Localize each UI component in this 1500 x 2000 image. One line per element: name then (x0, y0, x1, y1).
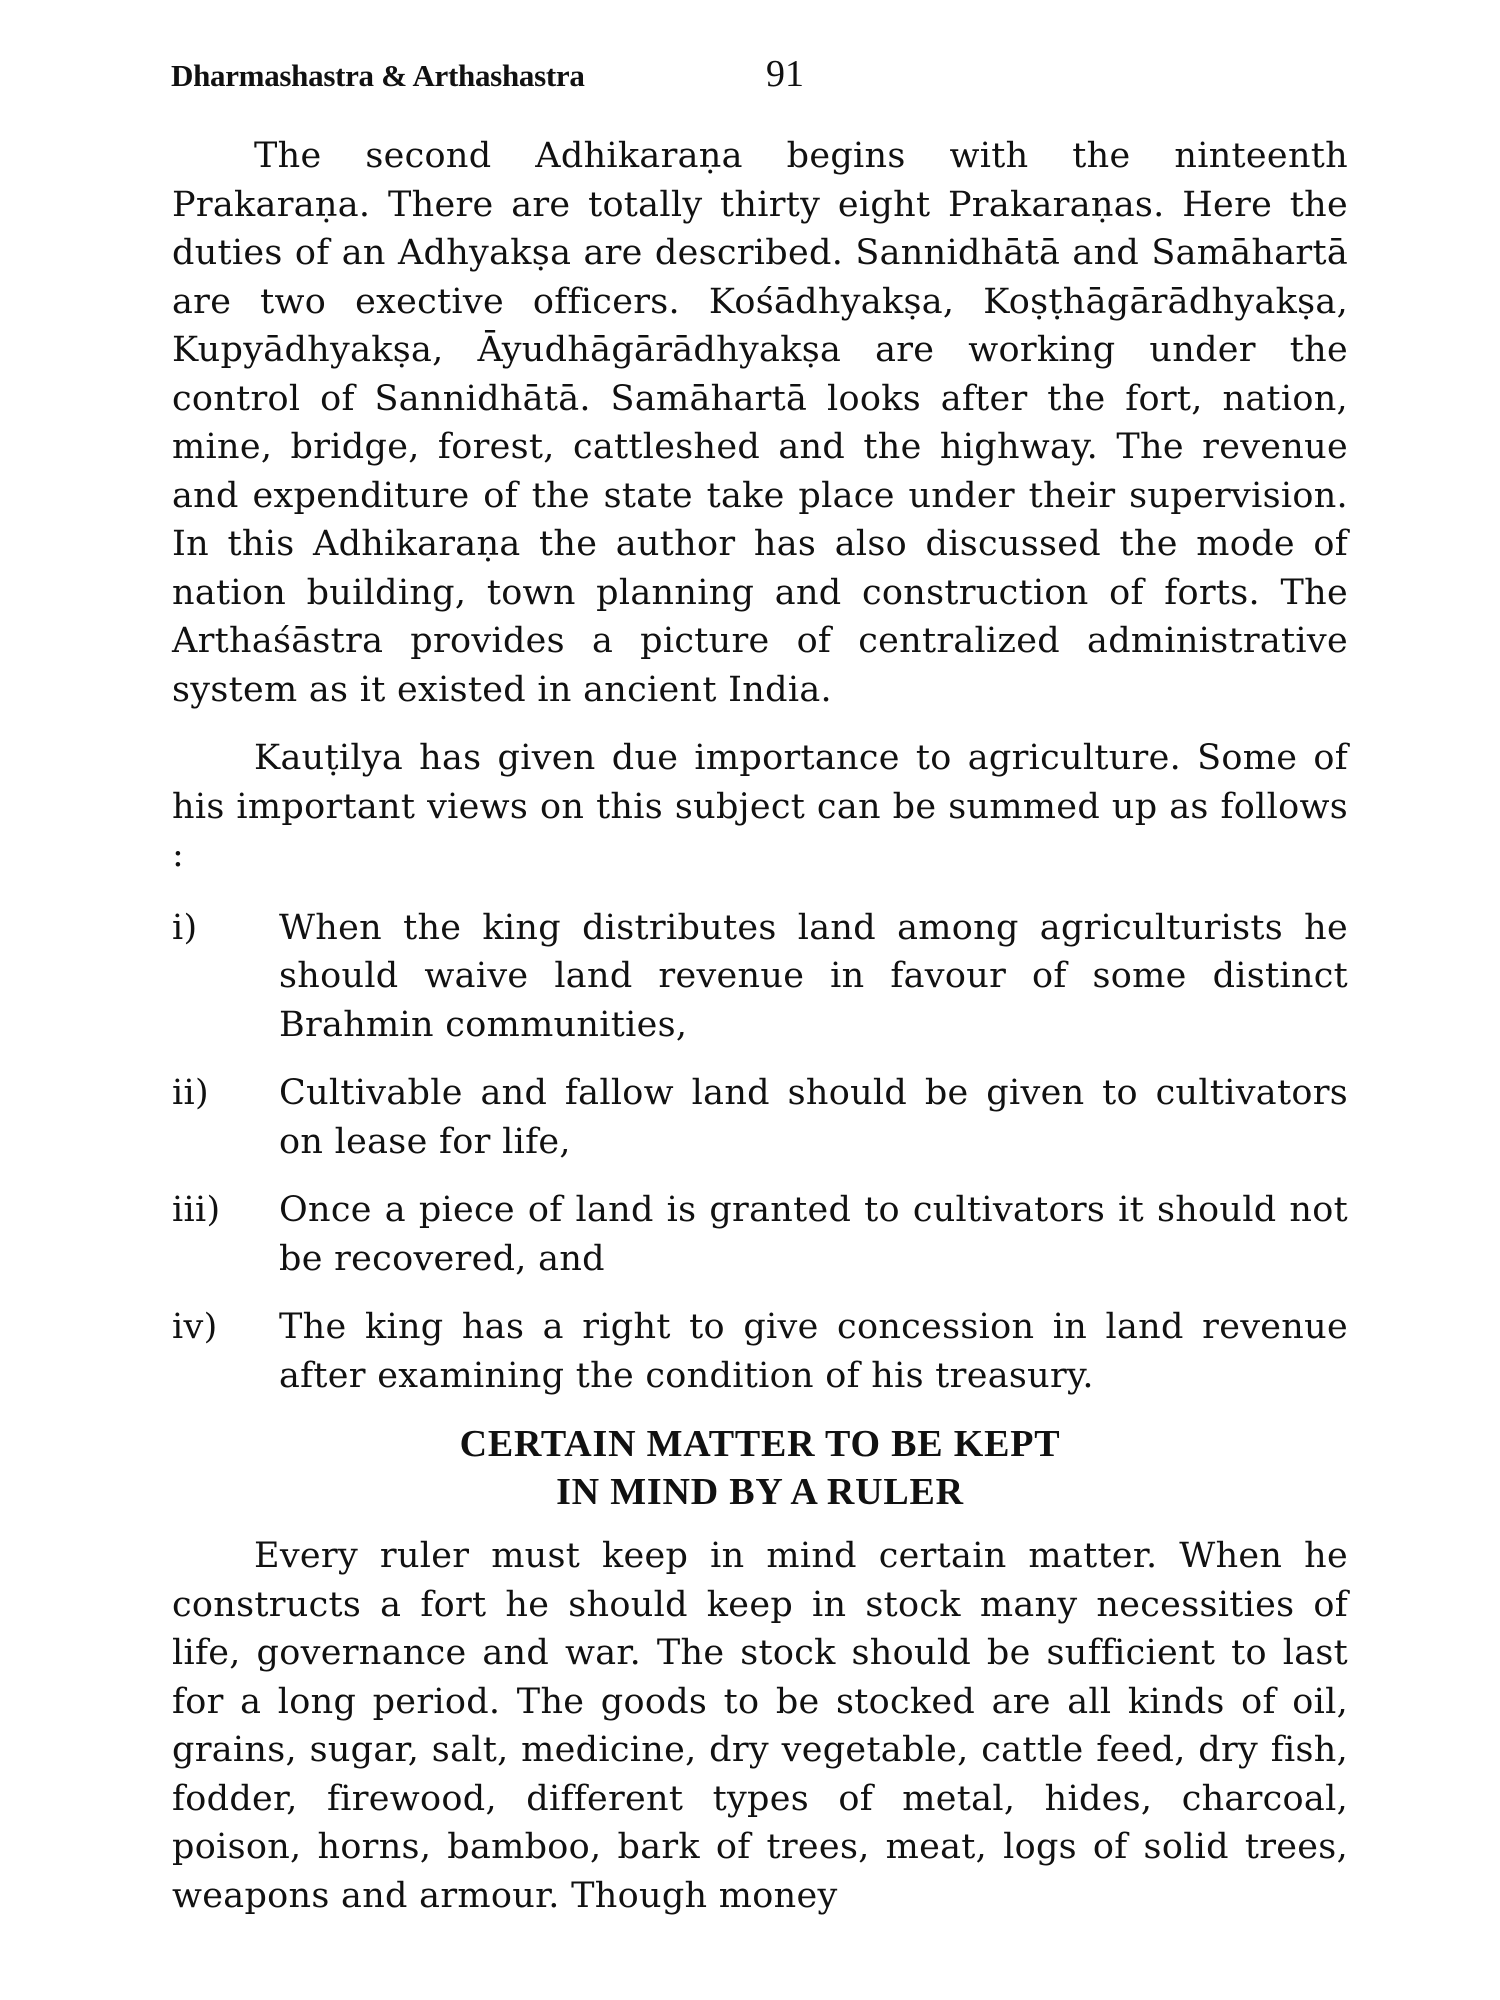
agriculture-views-list (172, 904, 1348, 1401)
section-heading (172, 1420, 1348, 1516)
paragraph-ruler-stock: Every ruler must keep in mind certain matter. When he constructs a fort he should keep in stock many necessities of life, governance and war. The stock should be sufficient to last for a long period. The goods to be stocked are all kinds of oil, grains, sugar, salt, medicine, dry vegetable, cattle feed, dry fish, fodder, firewood, different types of metal, hides, charcoal, poison, horns, bamboo, bark of trees, meat, logs of solid trees, weapons and armour. Though money (172, 1536, 1348, 1916)
list-item-marker: iii) (172, 1190, 221, 1230)
page-number: 91 (766, 53, 804, 95)
section-heading-line-1: CERTAIN MATTER TO BE KEPT (459, 1423, 1061, 1465)
running-header (171, 52, 931, 102)
list-item-marker: iv) (172, 1307, 218, 1347)
list-item-text: When the king distributes land among agriculturists he should waive land revenue in favour of some distinct Brahmin communities, (279, 907, 1348, 1045)
list-item (172, 1303, 1348, 1400)
list-item-text: Cultivable and fallow land should be given to cultivators on lease for life, (279, 1073, 1348, 1162)
list-item (172, 1186, 1348, 1283)
page-body (172, 132, 1348, 1920)
list-item-text: Once a piece of land is granted to cultivators it should not be recovered, and (279, 1190, 1348, 1279)
list-item (172, 1069, 1348, 1166)
list-item (172, 904, 1348, 1050)
list-item-text: The king has a right to give concession in land revenue after examining the condition of his treasury. (279, 1307, 1348, 1396)
paragraph-agriculture-intro: Kauṭilya has given due importance to agriculture. Some of his important views on this subject can be summed up as follows : (172, 738, 1348, 875)
section-heading-line-2: IN MIND BY A RULER (556, 1471, 964, 1513)
paragraph-adhikarana: The second Adhikaraṇa begins with the ninteenth Prakaraṇa. There are totally thirty eight Prakaraṇas. Here the duties of an Adhyakṣa are described. Sannidhātā and Samāhartā are two exective officers. Kośādhyakṣa, Koṣṭhāgārādhyakṣa, Kupyādhyakṣa, Āyudhāgārādhyakṣa are working under the control of Sannidhātā. Samāhartā looks after the fort, nation, mine, bridge, forest, cattleshed and the highway. The revenue and expenditure of the state take place under their supervision. In this Adhikaraṇa the author has also discussed the mode of nation building, town planning and construction of forts. The Arthaśāstra provides a picture of centralized administrative system as it existed in ancient India. (172, 136, 1348, 710)
running-header-title: Dharmashastra & Arthashastra (171, 58, 585, 93)
list-item-marker: ii) (172, 1073, 209, 1113)
list-item-marker: i) (172, 907, 198, 948)
